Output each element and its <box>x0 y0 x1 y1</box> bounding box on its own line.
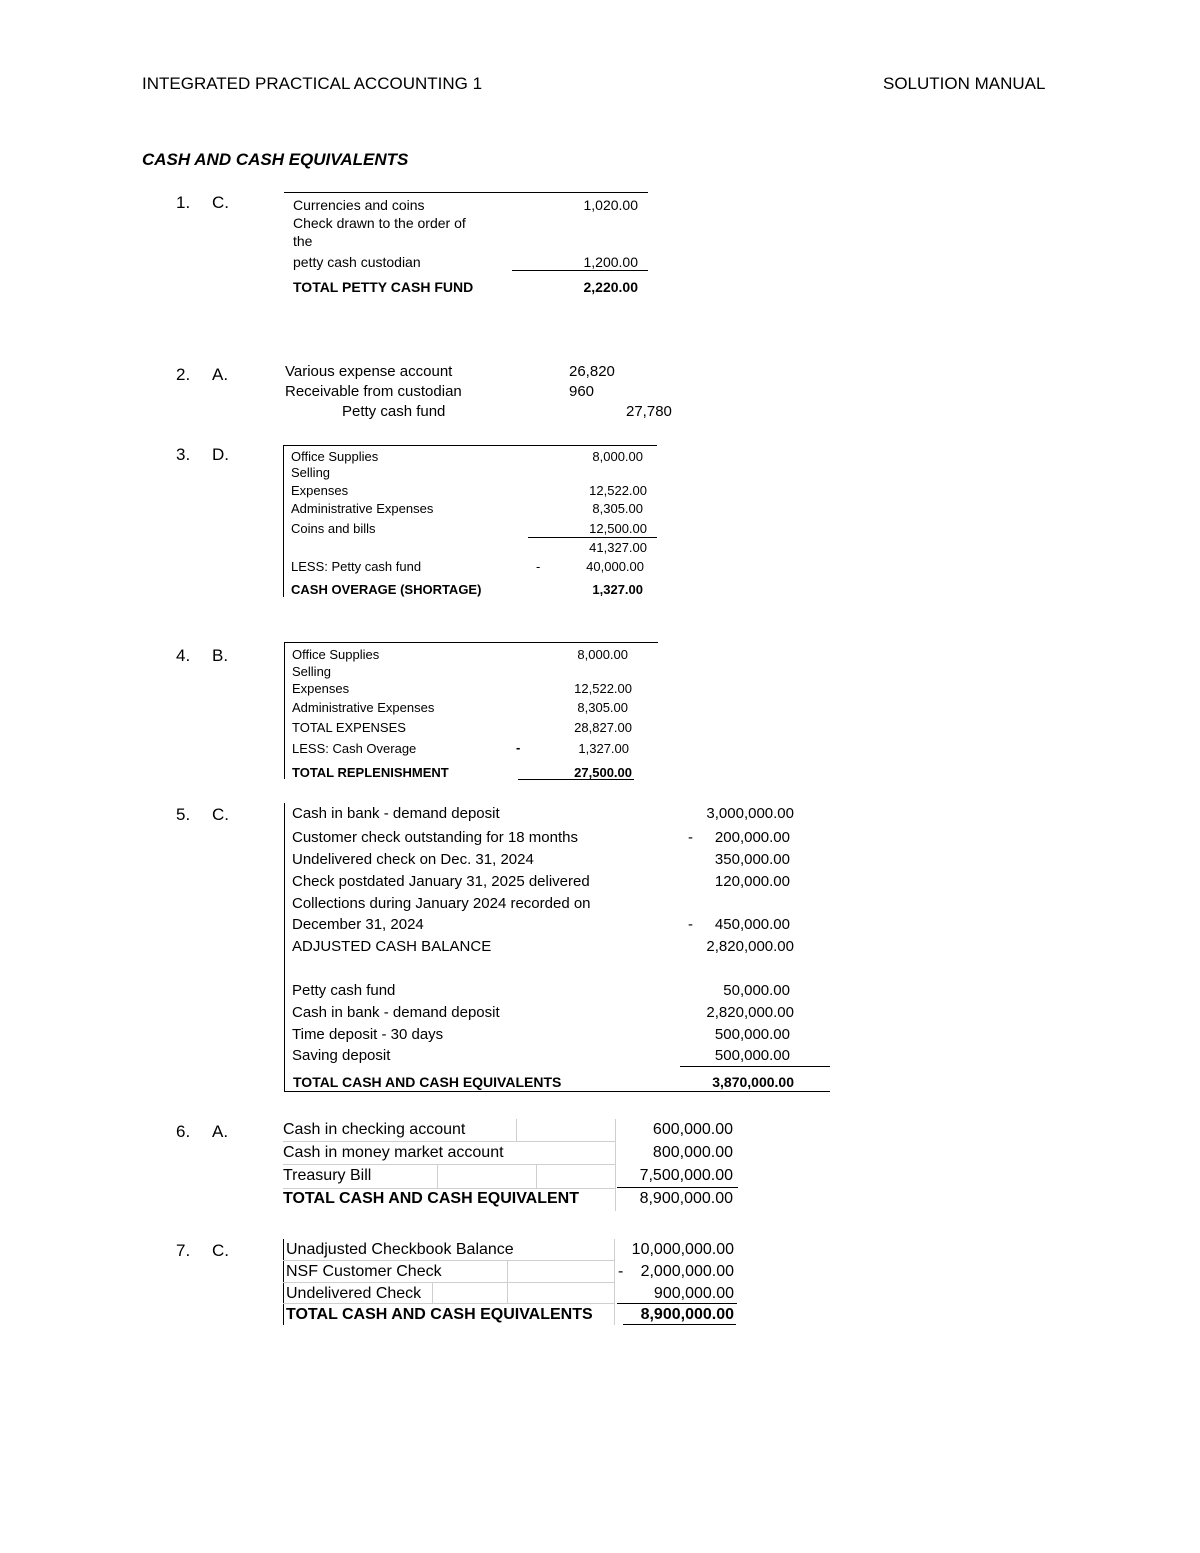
q3-total-value: 1,327.00 <box>592 582 643 597</box>
q7-total-underline <box>623 1324 736 1325</box>
q5-row-value: 50,000.00 <box>723 982 790 999</box>
q5-row-label: Collections during January 2024 recorded on <box>292 895 591 912</box>
q3-row-value: 8,305.00 <box>592 501 643 516</box>
q4-row-value: 8,305.00 <box>577 700 628 715</box>
q7-grid-line <box>283 1303 615 1304</box>
q5-row-label: ADJUSTED CASH BALANCE <box>292 938 492 955</box>
q5-row-value: 3,000,000.00 <box>706 805 794 822</box>
q7-grid-line <box>432 1283 433 1303</box>
q5-row-label: Time deposit - 30 days <box>292 1026 444 1043</box>
q1-number: 1. <box>176 193 191 212</box>
q1-top-rule <box>284 192 648 193</box>
q4-row-value: 12,522.00 <box>574 681 632 696</box>
q6-row-label: Cash in money market account <box>283 1144 504 1161</box>
q3-row-value: 12,500.00 <box>589 521 647 536</box>
q5-bottom-rule <box>284 1091 830 1092</box>
q5-row-label: December 31, 2024 <box>292 916 424 933</box>
q5-row-value: 500,000.00 <box>714 1047 790 1064</box>
q6-total-value: 8,900,000.00 <box>639 1190 733 1207</box>
q4-row-label: Selling <box>292 664 332 679</box>
q3-answer: D. <box>212 445 229 464</box>
q1-answer: C. <box>212 193 229 212</box>
header-right: SOLUTION MANUAL <box>883 74 1046 93</box>
q3-sum-rule <box>528 537 657 538</box>
q6-grid-line <box>536 1164 537 1188</box>
q1-row-label: petty cash custodian <box>293 254 421 270</box>
q6-row-value: 7,500,000.00 <box>639 1167 733 1184</box>
q7-row-label: NSF Customer Check <box>286 1263 442 1280</box>
q7-number: 7. <box>176 1241 191 1260</box>
q4-row-value: 8,000.00 <box>577 647 628 662</box>
q6-row-label: Treasury Bill <box>283 1167 372 1184</box>
q3-total-label: CASH OVERAGE (SHORTAGE) <box>291 582 482 597</box>
q4-total-underline <box>518 779 634 780</box>
q6-grid-line <box>615 1119 616 1211</box>
q6-grid-line <box>437 1164 438 1188</box>
q5-row-label: Petty cash fund <box>292 982 396 999</box>
q5-row-label: Undelivered check on Dec. 31, 2024 <box>292 851 534 868</box>
q5-minus-sign: - <box>688 916 693 933</box>
q1-row-value: 1,020.00 <box>583 197 638 213</box>
q3-row-value: 8,000.00 <box>592 449 643 464</box>
q7-answer: C. <box>212 1241 229 1260</box>
q6-row-value: 800,000.00 <box>652 1144 733 1161</box>
q3-row-label: Coins and bills <box>291 521 376 536</box>
q4-answer: B. <box>212 646 229 665</box>
q3-left-rule <box>283 445 284 597</box>
q2-credit-value: 27,780 <box>626 403 672 420</box>
q5-row-label: Cash in bank - demand deposit <box>292 1004 500 1021</box>
q3-row-label: Office Supplies <box>291 449 379 464</box>
q7-grid-line <box>283 1260 615 1261</box>
q7-total-value: 8,900,000.00 <box>640 1306 734 1323</box>
q7-row-value: 900,000.00 <box>653 1285 734 1302</box>
q4-total-value: 27,500.00 <box>574 765 632 780</box>
q6-grid-line <box>283 1141 615 1142</box>
q1-sum-rule <box>512 270 648 271</box>
q2-debit-value: 960 <box>569 383 595 400</box>
q2-number: 2. <box>176 365 191 384</box>
q5-row-value: 350,000.00 <box>714 851 790 868</box>
section-title: CASH AND CASH EQUIVALENTS <box>142 150 409 169</box>
q4-row-label: Administrative Expenses <box>292 700 435 715</box>
q4-row-value: 1,327.00 <box>578 741 629 756</box>
q7-row-value: 2,000,000.00 <box>640 1263 734 1280</box>
q7-row-value: 10,000,000.00 <box>631 1241 734 1258</box>
q3-minus-sign: - <box>536 559 541 574</box>
q5-row-value: 200,000.00 <box>714 829 790 846</box>
q6-grid-line <box>283 1188 615 1189</box>
q1-row-label: Check drawn to the order of <box>293 215 466 231</box>
q5-row-value: 450,000.00 <box>714 916 790 933</box>
q5-total-value: 3,870,000.00 <box>712 1074 794 1090</box>
q4-minus-sign: - <box>516 740 521 755</box>
q6-number: 6. <box>176 1122 191 1141</box>
q4-row-label: LESS: Cash Overage <box>292 741 417 756</box>
q7-sum-rule <box>617 1303 737 1304</box>
q5-row-value: 500,000.00 <box>714 1026 790 1043</box>
q7-row-label: Unadjusted Checkbook Balance <box>286 1241 514 1258</box>
q7-row-label: Undelivered Check <box>286 1285 422 1302</box>
q2-answer: A. <box>212 365 229 384</box>
q3-row-label: Expenses <box>291 483 349 498</box>
q5-row-label: Check postdated January 31, 2025 delivered <box>292 873 590 890</box>
q1-total-label: TOTAL PETTY CASH FUND <box>293 279 474 295</box>
q3-row-label: LESS: Petty cash fund <box>291 559 422 574</box>
q2-debit-label: Receivable from custodian <box>285 383 462 400</box>
q4-row-value: 28,827.00 <box>574 720 632 735</box>
q1-total-value: 2,220.00 <box>583 279 638 295</box>
q6-row-value: 600,000.00 <box>652 1121 733 1138</box>
q7-minus-sign: - <box>618 1263 624 1280</box>
q3-top-rule <box>283 445 657 446</box>
q1-row-label: Currencies and coins <box>293 197 425 213</box>
q3-row-value: 12,522.00 <box>589 483 647 498</box>
q5-sum-rule <box>680 1066 830 1067</box>
q5-total-label: TOTAL CASH AND CASH EQUIVALENTS <box>293 1074 562 1090</box>
q5-row-label: Saving deposit <box>292 1047 391 1064</box>
q5-row-label: Cash in bank - demand deposit <box>292 805 500 822</box>
q6-grid-line <box>283 1164 615 1165</box>
q3-subtotal-value: 41,327.00 <box>589 540 647 555</box>
q3-row-label: Administrative Expenses <box>291 501 434 516</box>
q5-row-value: 120,000.00 <box>714 873 790 890</box>
q4-row-label: Office Supplies <box>292 647 380 662</box>
q4-left-rule <box>284 642 285 779</box>
q1-row-value: 1,200.00 <box>583 254 638 270</box>
q6-total-label: TOTAL CASH AND CASH EQUIVALENT <box>283 1190 580 1207</box>
q5-answer: C. <box>212 805 229 824</box>
q5-row-value: 2,820,000.00 <box>706 938 794 955</box>
q6-row-label: Cash in checking account <box>283 1121 466 1138</box>
q3-row-label: Selling <box>291 465 331 480</box>
q6-answer: A. <box>212 1122 229 1141</box>
q5-number: 5. <box>176 805 191 824</box>
q7-grid-line <box>283 1282 615 1283</box>
q6-grid-line <box>516 1119 517 1141</box>
q5-row-label: Customer check outstanding for 18 months <box>292 829 578 846</box>
q4-number: 4. <box>176 646 191 665</box>
q6-sum-rule <box>617 1187 738 1188</box>
q2-credit-label: Petty cash fund <box>342 403 446 420</box>
q2-debit-value: 26,820 <box>569 363 615 380</box>
q4-top-rule <box>284 642 658 643</box>
q3-number: 3. <box>176 445 191 464</box>
q7-total-label: TOTAL CASH AND CASH EQUIVALENTS <box>286 1306 593 1323</box>
header-left: INTEGRATED PRACTICAL ACCOUNTING 1 <box>142 74 483 93</box>
q4-row-label: Expenses <box>292 681 350 696</box>
q1-row-label: the <box>293 233 313 249</box>
q4-total-label: TOTAL REPLENISHMENT <box>292 765 449 780</box>
q2-debit-label: Various expense account <box>285 363 453 380</box>
q5-left-rule <box>284 803 285 1091</box>
q5-minus-sign: - <box>688 829 693 846</box>
q3-row-value: 40,000.00 <box>586 559 644 574</box>
q5-row-value: 2,820,000.00 <box>706 1004 794 1021</box>
q4-row-label: TOTAL EXPENSES <box>292 720 406 735</box>
